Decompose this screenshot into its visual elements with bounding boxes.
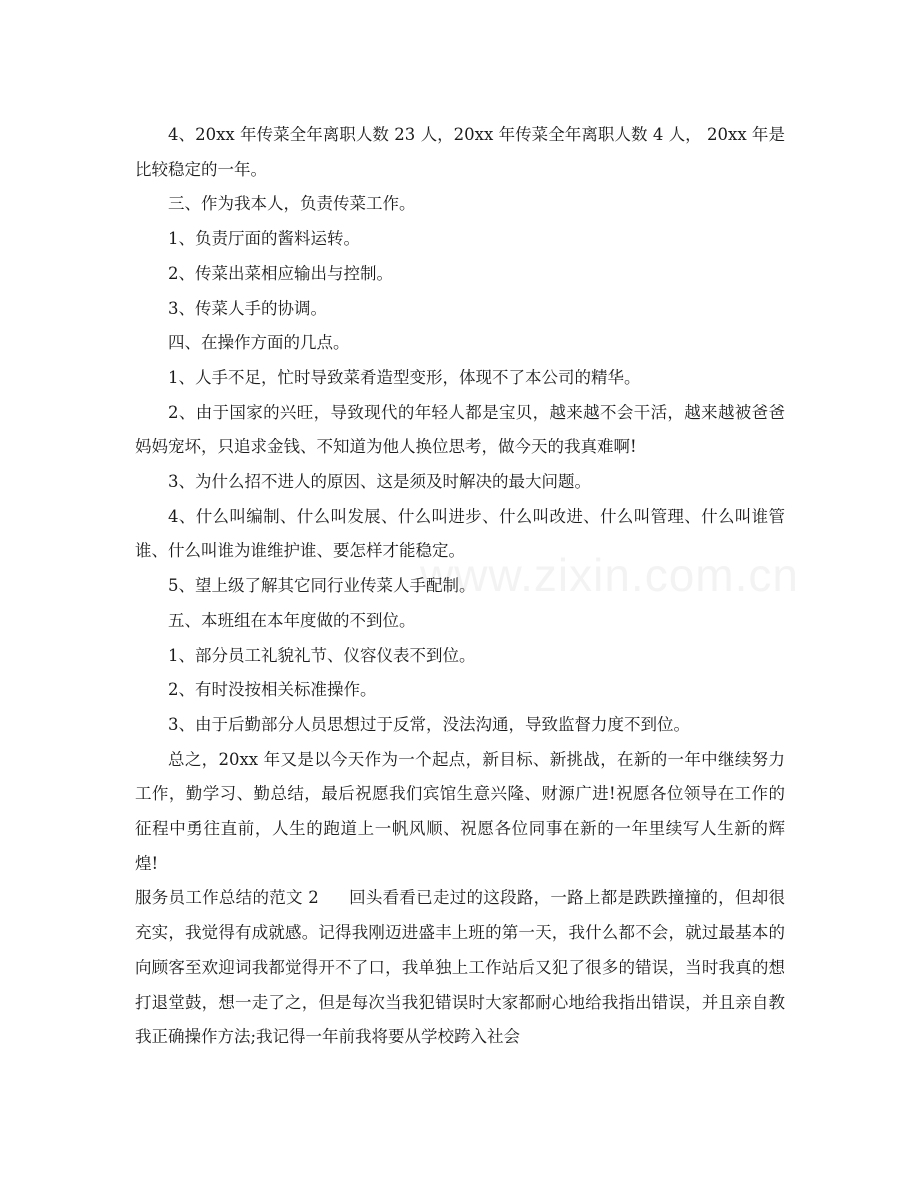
paragraph-conclusion: 总之，20xx 年又是以今天作为一个起点，新目标、新挑战，在新的一年中继续努力工作，勤学习、勤总结，最后祝愿我们宾馆生意兴隆、财源广进!祝愿各位领导在工作的征程中勇往直前，人生的跑道上一帆风顺、祝愿各位同事在新的一年里续写人生新的辉煌! (135, 749, 785, 873)
list-item: 4、什么叫编制、什么叫发展、什么叫进步、什么叫改进、什么叫管理、什么叫谁管谁、什么叫谁为谁维护谁、要怎样才能稳定。 (135, 506, 785, 561)
heading-section-five: 五、本班组在本年度做的不到位。 (168, 610, 416, 630)
list-item: 3、为什么招不进人的原因、这是须及时解决的最大问题。 (168, 472, 591, 492)
paragraph-sample-two (135, 881, 785, 1055)
heading-section-four: 四、在操作方面的几点。 (168, 333, 350, 353)
list-item: 1、部分员工礼貌礼节、仪容仪表不到位。 (168, 645, 476, 665)
list-item: 1、负责厅面的酱料运转。 (168, 229, 360, 249)
list-item: 1、人手不足，忙时导致菜肴造型变形，体现不了本公司的精华。 (168, 367, 641, 387)
sample-two-title: 服务员工作总结的范文 2 (135, 888, 319, 908)
sample-two-text: 回头看看已走过的这段路，一路上都是跌跌撞撞的，但却很充实，我觉得有成就感。记得我刚迈进盛丰上班的第一天，我什么都不会，就过最基本的向顾客至欢迎词我都觉得开不了口，我单独上工作站后又犯了很多的错误，当时我真的想打退堂鼓，想一走了之，但是每次当我犯错误时大家都耐心地给我指出错误，并且亲自教我正确操作方法;我记得一年前我将要从学校跨入社会 (135, 888, 785, 1047)
list-item: 2、由于国家的兴旺，导致现代的年轻人都是宝贝，越来越不会干活，越来越被爸爸妈妈宠坏，只追求金钱、不知道为他人换位思考，做今天的我真难啊! (135, 402, 785, 457)
list-item: 3、传菜人手的协调。 (168, 298, 327, 318)
list-item: 2、有时没按相关标准操作。 (168, 680, 377, 700)
list-item: 3、由于后勤部分人员思想过于反常，没法沟通，导致监督力度不到位。 (168, 714, 690, 734)
watermark: www.zixin.com.cn (420, 549, 799, 601)
paragraph-turnover: 4、20xx 年传菜全年离职人数 23 人，20xx 年传菜全年离职人数 4 人， 20xx 年是比较稳定的一年。 (135, 125, 785, 179)
document-body (135, 118, 785, 1055)
list-item: 2、传菜出菜相应输出与控制。 (168, 263, 393, 283)
heading-section-three: 三、作为我本人，负责传菜工作。 (168, 194, 416, 214)
list-item: 5、望上级了解其它同行业传菜人手配制。 (168, 576, 476, 596)
